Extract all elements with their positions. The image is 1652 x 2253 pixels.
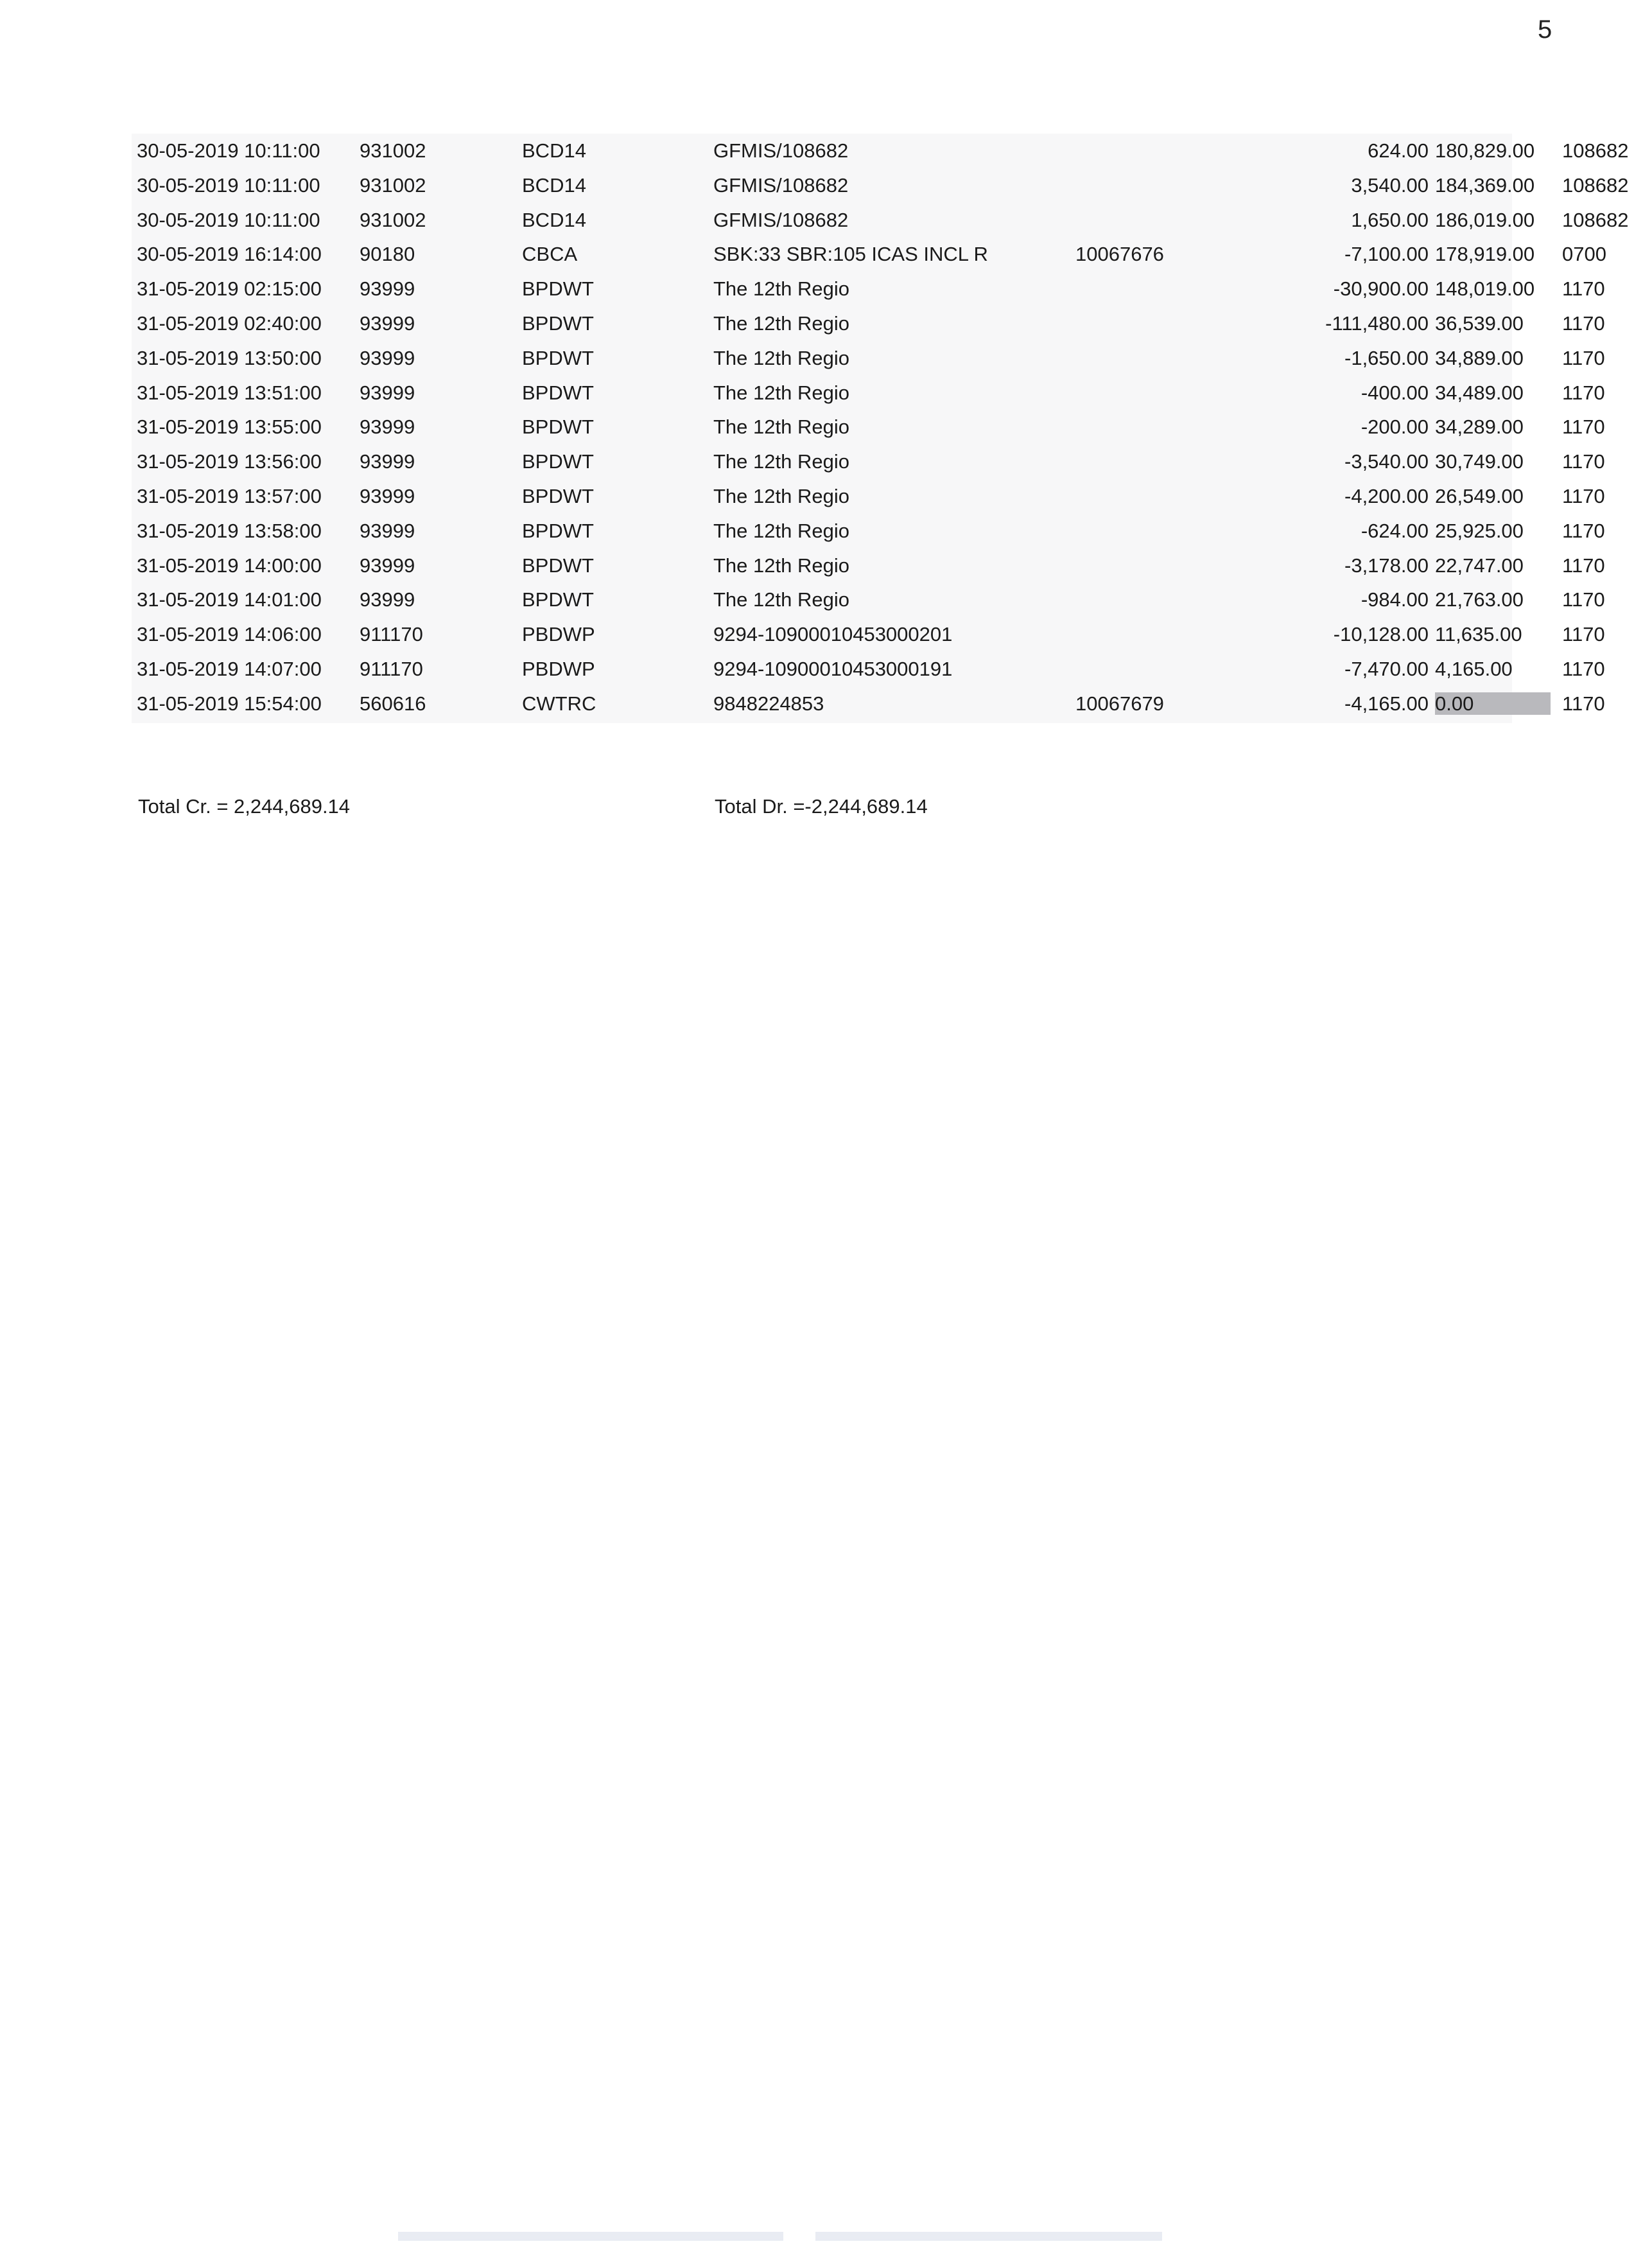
row-type	[522, 479, 650, 514]
row-amount	[1140, 583, 1429, 617]
row-code	[360, 168, 475, 203]
row-branch-text: 1170	[1562, 485, 1605, 507]
table-row	[132, 652, 1605, 687]
row-branch-text: 108682	[1562, 139, 1629, 162]
row-code-text: 93999	[360, 519, 415, 542]
row-amount	[1140, 272, 1429, 306]
row-branch-text: 1170	[1562, 519, 1605, 542]
row-branch-text: 1170	[1562, 450, 1605, 473]
row-type-text: BCD14	[522, 173, 586, 197]
row-date-text: 31-05-2019 13:50:00	[137, 346, 322, 369]
row-branch	[1562, 306, 1652, 341]
row-code	[360, 479, 475, 514]
table-row	[132, 583, 1605, 617]
row-code-text: 911170	[360, 623, 423, 646]
row-balance	[1435, 203, 1557, 238]
row-type	[522, 444, 650, 479]
row-code-text: 93999	[360, 312, 415, 335]
row-balance-text: 34,889.00	[1435, 346, 1524, 369]
row-amount-text: -4,165.00	[1344, 692, 1429, 715]
row-type	[522, 341, 650, 376]
row-date	[137, 306, 355, 341]
row-amount	[1140, 134, 1429, 168]
row-code	[360, 306, 475, 341]
row-amount-text: -984.00	[1361, 588, 1429, 611]
row-amount	[1140, 376, 1429, 410]
row-type	[522, 687, 650, 721]
row-description-text: The 12th Regio	[713, 519, 849, 542]
row-code	[360, 687, 475, 721]
row-date-text: 30-05-2019 16:14:00	[137, 243, 322, 266]
row-amount	[1140, 687, 1429, 721]
row-balance	[1435, 652, 1557, 687]
table-row	[132, 444, 1605, 479]
row-code	[360, 272, 475, 306]
row-date	[137, 134, 355, 168]
row-amount-text: 1,650.00	[1351, 208, 1429, 231]
row-description-text: 9294-10900010453000191	[713, 658, 953, 680]
row-amount-text: -10,128.00	[1333, 623, 1429, 646]
row-code	[360, 376, 475, 410]
row-type-text: BPDWT	[522, 346, 594, 369]
row-date	[137, 514, 355, 548]
row-code-text: 931002	[360, 208, 426, 231]
table-row	[132, 168, 1629, 203]
row-balance-text: 22,747.00	[1435, 554, 1524, 577]
row-description-text: SBK:33 SBR:105 ICAS INCL R	[713, 243, 988, 266]
row-amount-text: 3,540.00	[1351, 173, 1429, 197]
row-date-text: 30-05-2019 10:11:00	[137, 173, 320, 197]
row-type	[522, 548, 650, 583]
row-type-text: BPDWT	[522, 450, 594, 473]
row-balance	[1435, 548, 1557, 583]
row-description-text: The 12th Regio	[713, 588, 849, 611]
table-row	[132, 341, 1605, 376]
row-date-text: 31-05-2019 15:54:00	[137, 692, 322, 715]
row-balance-text: 186,019.00	[1435, 208, 1535, 231]
row-code	[360, 583, 475, 617]
row-balance	[1435, 341, 1557, 376]
row-balance	[1435, 687, 1557, 721]
row-date	[137, 203, 355, 238]
row-amount	[1140, 652, 1429, 687]
table-row	[132, 203, 1629, 238]
row-date	[137, 410, 355, 444]
row-reference-text: 10067676	[1075, 243, 1164, 266]
row-code-text: 93999	[360, 554, 415, 577]
row-balance	[1435, 168, 1557, 203]
row-branch	[1562, 444, 1652, 479]
row-amount	[1140, 341, 1429, 376]
row-branch-text: 1170	[1562, 623, 1605, 646]
row-amount-text: -3,178.00	[1344, 554, 1429, 577]
row-balance-text: 0.00	[1435, 692, 1551, 715]
row-amount-text: -400.00	[1361, 381, 1429, 404]
row-date	[137, 548, 355, 583]
row-amount-text: -200.00	[1361, 416, 1429, 439]
row-type	[522, 652, 650, 687]
row-description-text: The 12th Regio	[713, 554, 849, 577]
row-code	[360, 444, 475, 479]
row-description-text: The 12th Regio	[713, 312, 849, 335]
row-branch-text: 0700	[1562, 243, 1606, 266]
row-date-text: 31-05-2019 02:15:00	[137, 277, 322, 301]
row-amount	[1140, 168, 1429, 203]
table-row	[132, 237, 1606, 272]
row-date	[137, 444, 355, 479]
row-code-text: 90180	[360, 243, 415, 266]
row-type	[522, 237, 650, 272]
row-date-text: 31-05-2019 14:07:00	[137, 658, 322, 680]
row-amount-text: -1,650.00	[1344, 346, 1429, 369]
row-code	[360, 548, 475, 583]
row-balance-text: 36,539.00	[1435, 312, 1524, 335]
row-description-text: The 12th Regio	[713, 277, 849, 301]
row-branch	[1562, 168, 1652, 203]
total-debit: Total Dr. =-2,244,689.14	[715, 795, 928, 818]
page-number: 5	[1538, 15, 1552, 44]
row-amount	[1140, 617, 1429, 652]
row-amount-text: -7,470.00	[1344, 658, 1429, 680]
row-amount-text: -7,100.00	[1344, 243, 1429, 266]
row-branch	[1562, 687, 1652, 721]
row-balance-text: 148,019.00	[1435, 277, 1535, 301]
row-type-text: BPDWT	[522, 554, 594, 577]
row-balance	[1435, 376, 1557, 410]
row-type	[522, 410, 650, 444]
row-date	[137, 687, 355, 721]
table-row	[132, 410, 1605, 444]
row-code-text: 93999	[360, 277, 415, 301]
row-balance	[1435, 583, 1557, 617]
row-balance-text: 21,763.00	[1435, 588, 1524, 611]
row-branch	[1562, 514, 1652, 548]
row-branch-text: 1170	[1562, 277, 1605, 301]
row-amount-text: -30,900.00	[1333, 277, 1429, 301]
row-type-text: BPDWT	[522, 485, 594, 507]
row-balance	[1435, 272, 1557, 306]
row-type-text: BCD14	[522, 139, 586, 162]
row-date	[137, 583, 355, 617]
row-balance	[1435, 444, 1557, 479]
row-type-text: BPDWT	[522, 416, 594, 439]
row-branch-text: 1170	[1562, 346, 1605, 369]
row-code-text: 931002	[360, 139, 426, 162]
table-row	[132, 376, 1605, 410]
row-date	[137, 479, 355, 514]
row-description-text: 9294-10900010453000201	[713, 623, 953, 646]
row-code	[360, 514, 475, 548]
row-branch	[1562, 410, 1652, 444]
row-branch-text: 1170	[1562, 658, 1605, 680]
row-code-text: 93999	[360, 346, 415, 369]
row-type	[522, 272, 650, 306]
row-amount	[1140, 548, 1429, 583]
row-type	[522, 583, 650, 617]
row-code	[360, 410, 475, 444]
row-type-text: PBDWP	[522, 623, 595, 646]
row-date	[137, 652, 355, 687]
row-branch-text: 1170	[1562, 588, 1605, 611]
row-type-text: BPDWT	[522, 588, 594, 611]
row-date-text: 31-05-2019 14:06:00	[137, 623, 322, 646]
row-code	[360, 203, 475, 238]
row-description-text: 9848224853	[713, 692, 824, 715]
row-description-text: The 12th Regio	[713, 485, 849, 507]
row-branch-text: 1170	[1562, 416, 1605, 439]
row-date-text: 31-05-2019 13:56:00	[137, 450, 322, 473]
row-balance-text: 25,925.00	[1435, 519, 1524, 542]
row-code-text: 93999	[360, 450, 415, 473]
row-balance	[1435, 617, 1557, 652]
row-balance-text: 4,165.00	[1435, 658, 1513, 680]
row-type-text: BCD14	[522, 208, 586, 231]
row-balance	[1435, 514, 1557, 548]
row-branch-text: 1170	[1562, 312, 1605, 335]
row-code-text: 93999	[360, 485, 415, 507]
row-branch	[1562, 548, 1652, 583]
row-type	[522, 168, 650, 203]
table-row	[132, 617, 1605, 652]
row-branch	[1562, 583, 1652, 617]
row-type	[522, 134, 650, 168]
row-date-text: 31-05-2019 13:51:00	[137, 381, 322, 404]
row-code-text: 93999	[360, 381, 415, 404]
row-balance-text: 26,549.00	[1435, 485, 1524, 507]
total-credit: Total Cr. = 2,244,689.14	[138, 795, 351, 818]
row-date-text: 31-05-2019 14:00:00	[137, 554, 322, 577]
row-balance	[1435, 306, 1557, 341]
row-code-text: 931002	[360, 173, 426, 197]
row-balance	[1435, 237, 1557, 272]
row-code	[360, 237, 475, 272]
scan-artifact	[815, 2232, 1162, 2241]
row-branch-text: 1170	[1562, 554, 1605, 577]
row-branch-text: 108682	[1562, 173, 1629, 197]
row-date	[137, 376, 355, 410]
row-branch	[1562, 652, 1652, 687]
row-balance-text: 34,489.00	[1435, 381, 1524, 404]
table-row	[132, 687, 1605, 721]
row-code	[360, 341, 475, 376]
row-amount-text: 624.00	[1368, 139, 1429, 162]
row-amount	[1140, 237, 1429, 272]
row-type	[522, 514, 650, 548]
row-balance-text: 34,289.00	[1435, 416, 1524, 439]
transaction-table	[132, 134, 1629, 723]
row-date	[137, 272, 355, 306]
row-type	[522, 617, 650, 652]
row-description-text: The 12th Regio	[713, 346, 849, 369]
row-amount-text: -4,200.00	[1344, 485, 1429, 507]
row-amount	[1140, 203, 1429, 238]
row-branch	[1562, 617, 1652, 652]
row-branch	[1562, 479, 1652, 514]
row-type	[522, 306, 650, 341]
row-branch	[1562, 237, 1652, 272]
row-amount-text: -111,480.00	[1325, 312, 1429, 335]
row-description-text: The 12th Regio	[713, 416, 849, 439]
row-code-text: 560616	[360, 692, 426, 715]
row-balance	[1435, 410, 1557, 444]
table-row	[132, 134, 1629, 168]
row-reference-text: 10067679	[1075, 692, 1164, 715]
row-amount-text: -624.00	[1361, 519, 1429, 542]
row-branch	[1562, 272, 1652, 306]
row-branch-text: 108682	[1562, 208, 1629, 231]
row-code-text: 93999	[360, 588, 415, 611]
row-type-text: BPDWT	[522, 277, 594, 301]
row-type-text: BPDWT	[522, 519, 594, 542]
row-amount-text: -3,540.00	[1344, 450, 1429, 473]
row-code-text: 93999	[360, 416, 415, 439]
row-amount	[1140, 444, 1429, 479]
row-branch	[1562, 203, 1652, 238]
row-branch-text: 1170	[1562, 381, 1605, 404]
row-balance-text: 30,749.00	[1435, 450, 1524, 473]
row-date-text: 31-05-2019 14:01:00	[137, 588, 322, 611]
row-type	[522, 203, 650, 238]
row-date	[137, 341, 355, 376]
row-type-text: CBCA	[522, 243, 578, 266]
row-balance	[1435, 134, 1557, 168]
row-date-text: 31-05-2019 02:40:00	[137, 312, 322, 335]
row-date-text: 31-05-2019 13:58:00	[137, 519, 322, 542]
row-balance-text: 180,829.00	[1435, 139, 1535, 162]
row-type-text: PBDWP	[522, 658, 595, 680]
table-row	[132, 306, 1605, 341]
row-date	[137, 237, 355, 272]
table-row	[132, 272, 1605, 306]
row-description-text: GFMIS/108682	[713, 139, 849, 162]
row-date-text: 31-05-2019 13:57:00	[137, 485, 322, 507]
row-code	[360, 617, 475, 652]
row-branch-text: 1170	[1562, 692, 1605, 715]
row-branch	[1562, 341, 1652, 376]
row-description-text: The 12th Regio	[713, 450, 849, 473]
row-type-text: BPDWT	[522, 312, 594, 335]
row-code	[360, 652, 475, 687]
row-balance	[1435, 479, 1557, 514]
scan-artifact	[398, 2232, 783, 2241]
row-description-text: GFMIS/108682	[713, 208, 849, 231]
row-date-text: 30-05-2019 10:11:00	[137, 139, 320, 162]
row-type	[522, 376, 650, 410]
row-description-text: The 12th Regio	[713, 381, 849, 404]
row-date	[137, 617, 355, 652]
row-type-text: CWTRC	[522, 692, 596, 715]
row-code-text: 911170	[360, 658, 423, 680]
table-row	[132, 479, 1605, 514]
row-amount	[1140, 514, 1429, 548]
row-date-text: 30-05-2019 10:11:00	[137, 208, 320, 231]
row-amount	[1140, 479, 1429, 514]
row-balance-text: 11,635.00	[1435, 623, 1522, 646]
table-row	[132, 514, 1605, 548]
row-code	[360, 134, 475, 168]
row-balance-text: 184,369.00	[1435, 173, 1535, 197]
row-balance-text: 178,919.00	[1435, 243, 1535, 266]
row-date	[137, 168, 355, 203]
row-type-text: BPDWT	[522, 381, 594, 404]
row-branch	[1562, 376, 1652, 410]
row-description-text: GFMIS/108682	[713, 173, 849, 197]
row-branch	[1562, 134, 1652, 168]
row-amount	[1140, 306, 1429, 341]
table-row	[132, 548, 1605, 583]
row-date-text: 31-05-2019 13:55:00	[137, 416, 322, 439]
row-amount	[1140, 410, 1429, 444]
